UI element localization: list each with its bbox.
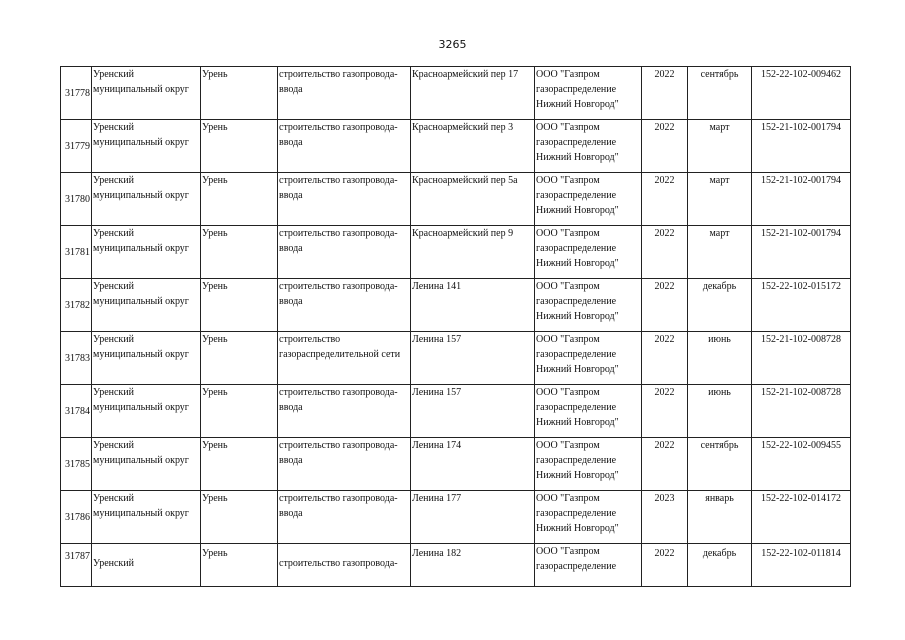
row-organization-line: Нижний Новгород" — [536, 205, 619, 216]
row-work-line: строительство газопровода- — [279, 558, 398, 569]
row-area-line: муниципальный округ — [93, 190, 189, 201]
row-organization-line: Нижний Новгород" — [536, 99, 619, 110]
row-organization-line: ООО "Газпром — [536, 175, 600, 186]
row-organization-line: газораспределение — [536, 402, 617, 413]
row-code: 152-21-102-008728 — [752, 332, 851, 385]
row-organization-line: ООО "Газпром — [536, 281, 600, 292]
row-organization — [535, 438, 642, 491]
row-work-line: ввода — [279, 190, 303, 201]
row-work-line: строительство газопровода- — [279, 228, 398, 239]
row-area-line: Уренский — [93, 122, 134, 133]
row-id: 31780 — [61, 173, 92, 226]
row-year: 2022 — [642, 279, 688, 332]
row-address: Ленина 177 — [411, 491, 535, 544]
row-year: 2022 — [642, 385, 688, 438]
row-locality: Урень — [201, 67, 278, 120]
row-locality: Урень — [201, 544, 278, 587]
row-address: Красноармейский пер 5а — [411, 173, 535, 226]
row-code: 152-21-102-001794 — [752, 226, 851, 279]
row-work-line: строительство газопровода- — [279, 281, 398, 292]
row-year: 2022 — [642, 173, 688, 226]
row-code: 152-22-102-009462 — [752, 67, 851, 120]
row-work-line: ввода — [279, 508, 303, 519]
row-code: 152-22-102-014172 — [752, 491, 851, 544]
row-organization-line: газораспределение — [536, 137, 617, 148]
row-code: 152-22-102-015172 — [752, 279, 851, 332]
row-address: Красноармейский пер 3 — [411, 120, 535, 173]
row-locality: Урень — [201, 279, 278, 332]
row-area-line: муниципальный округ — [93, 137, 189, 148]
row-area-line: Уренский — [93, 440, 134, 451]
row-month: сентябрь — [688, 67, 752, 120]
row-locality: Урень — [201, 332, 278, 385]
row-area — [92, 226, 201, 279]
table-row — [61, 67, 851, 120]
row-area — [92, 438, 201, 491]
row-id: 31779 — [61, 120, 92, 173]
row-month: январь — [688, 491, 752, 544]
register-table-body — [61, 67, 851, 587]
row-year: 2022 — [642, 332, 688, 385]
table-row — [61, 491, 851, 544]
row-area — [92, 173, 201, 226]
row-organization — [535, 226, 642, 279]
table-row — [61, 438, 851, 491]
row-work — [278, 332, 411, 385]
row-address: Ленина 157 — [411, 385, 535, 438]
row-organization-line: Нижний Новгород" — [536, 523, 619, 534]
row-organization-line: газораспределение — [536, 561, 617, 572]
row-month: декабрь — [688, 279, 752, 332]
register-table — [60, 66, 851, 587]
row-area-line: муниципальный округ — [93, 243, 189, 254]
row-year: 2022 — [642, 120, 688, 173]
page-number: 3265 — [438, 38, 467, 51]
row-address: Красноармейский пер 17 — [411, 67, 535, 120]
row-area-line: муниципальный округ — [93, 455, 189, 466]
row-area-line: Уренский — [93, 334, 134, 345]
row-organization-line: газораспределение — [536, 508, 617, 519]
row-work — [278, 491, 411, 544]
row-year: 2022 — [642, 438, 688, 491]
row-month: декабрь — [688, 544, 752, 587]
row-address: Красноармейский пер 9 — [411, 226, 535, 279]
row-area-line: муниципальный округ — [93, 349, 189, 360]
row-area-line: Уренский — [93, 387, 134, 398]
row-area — [92, 279, 201, 332]
row-organization — [535, 544, 642, 587]
row-code: 152-21-102-001794 — [752, 173, 851, 226]
row-address: Ленина 157 — [411, 332, 535, 385]
row-organization — [535, 332, 642, 385]
row-id: 31778 — [61, 67, 92, 120]
row-code: 152-21-102-001794 — [752, 120, 851, 173]
row-locality: Урень — [201, 173, 278, 226]
table-row — [61, 544, 851, 587]
row-address: Ленина 182 — [411, 544, 535, 587]
row-month: сентябрь — [688, 438, 752, 491]
row-month: март — [688, 226, 752, 279]
row-organization-line: газораспределение — [536, 190, 617, 201]
table-row — [61, 226, 851, 279]
row-organization-line: ООО "Газпром — [536, 334, 600, 345]
table-row — [61, 173, 851, 226]
row-organization-line: газораспределение — [536, 349, 617, 360]
row-organization-line: Нижний Новгород" — [536, 470, 619, 481]
row-id: 31785 — [61, 438, 92, 491]
row-area-line: Уренский — [93, 281, 134, 292]
row-locality: Урень — [201, 385, 278, 438]
row-organization-line: ООО "Газпром — [536, 440, 600, 451]
row-work-line: строительство газопровода- — [279, 175, 398, 186]
row-work — [278, 120, 411, 173]
row-year: 2022 — [642, 67, 688, 120]
row-year: 2023 — [642, 491, 688, 544]
row-id: 31782 — [61, 279, 92, 332]
row-work — [278, 67, 411, 120]
row-work — [278, 173, 411, 226]
row-organization — [535, 67, 642, 120]
row-id: 31786 — [61, 491, 92, 544]
row-organization — [535, 120, 642, 173]
row-locality: Урень — [201, 120, 278, 173]
row-locality: Урень — [201, 491, 278, 544]
row-area-line: Уренский — [93, 175, 134, 186]
row-area-line: муниципальный округ — [93, 402, 189, 413]
row-organization-line: ООО "Газпром — [536, 122, 600, 133]
table-row — [61, 279, 851, 332]
row-work-line: ввода — [279, 455, 303, 466]
row-id: 31783 — [61, 332, 92, 385]
table-row — [61, 385, 851, 438]
row-area — [92, 385, 201, 438]
row-code: 152-21-102-008728 — [752, 385, 851, 438]
row-organization-line: Нижний Новгород" — [536, 311, 619, 322]
row-work-line: строительство газопровода- — [279, 122, 398, 133]
row-area-line: Уренский — [93, 558, 134, 569]
row-area — [92, 544, 201, 587]
row-area — [92, 491, 201, 544]
row-area-line: муниципальный округ — [93, 296, 189, 307]
row-work-line: газораспределительной сети — [279, 349, 401, 360]
row-id: 31787 — [61, 544, 92, 587]
row-code: 152-22-102-011814 — [752, 544, 851, 587]
row-organization — [535, 173, 642, 226]
row-month: июнь — [688, 332, 752, 385]
row-organization-line: ООО "Газпром — [536, 228, 600, 239]
row-work-line: ввода — [279, 84, 303, 95]
row-organization-line: Нижний Новгород" — [536, 417, 619, 428]
row-month: июнь — [688, 385, 752, 438]
row-year: 2022 — [642, 226, 688, 279]
row-organization-line: газораспределение — [536, 455, 617, 466]
table-row — [61, 120, 851, 173]
row-organization-line: ООО "Газпром — [536, 69, 600, 80]
row-area — [92, 332, 201, 385]
row-work-line: ввода — [279, 137, 303, 148]
row-organization-line: газораспределение — [536, 243, 617, 254]
row-work — [278, 226, 411, 279]
row-organization — [535, 385, 642, 438]
row-work-line: строительство газопровода- — [279, 69, 398, 80]
table-row — [61, 332, 851, 385]
row-area-line: Уренский — [93, 228, 134, 239]
row-organization — [535, 491, 642, 544]
row-work — [278, 279, 411, 332]
row-locality: Урень — [201, 226, 278, 279]
row-id: 31781 — [61, 226, 92, 279]
row-work-line: ввода — [279, 402, 303, 413]
row-work-line: строительство — [279, 334, 341, 345]
row-month: март — [688, 173, 752, 226]
row-area — [92, 67, 201, 120]
row-organization-line: газораспределение — [536, 84, 617, 95]
row-work-line: строительство газопровода- — [279, 440, 398, 451]
row-work-line: строительство газопровода- — [279, 387, 398, 398]
row-id: 31784 — [61, 385, 92, 438]
row-area-line: Уренский — [93, 493, 134, 504]
row-work — [278, 438, 411, 491]
row-work — [278, 544, 411, 587]
row-area-line: муниципальный округ — [93, 508, 189, 519]
row-organization-line: ООО "Газпром — [536, 546, 600, 557]
row-organization — [535, 279, 642, 332]
row-organization-line: Нижний Новгород" — [536, 152, 619, 163]
row-organization-line: Нижний Новгород" — [536, 258, 619, 269]
row-month: март — [688, 120, 752, 173]
row-work — [278, 385, 411, 438]
row-organization-line: ООО "Газпром — [536, 387, 600, 398]
row-locality: Урень — [201, 438, 278, 491]
row-area-line: муниципальный округ — [93, 84, 189, 95]
row-area — [92, 120, 201, 173]
row-work-line: ввода — [279, 296, 303, 307]
row-year: 2022 — [642, 544, 688, 587]
row-address: Ленина 141 — [411, 279, 535, 332]
row-organization-line: Нижний Новгород" — [536, 364, 619, 375]
row-work-line: ввода — [279, 243, 303, 254]
row-work-line: строительство газопровода- — [279, 493, 398, 504]
row-address: Ленина 174 — [411, 438, 535, 491]
row-organization-line: ООО "Газпром — [536, 493, 600, 504]
row-area-line: Уренский — [93, 69, 134, 80]
row-organization-line: газораспределение — [536, 296, 617, 307]
row-code: 152-22-102-009455 — [752, 438, 851, 491]
